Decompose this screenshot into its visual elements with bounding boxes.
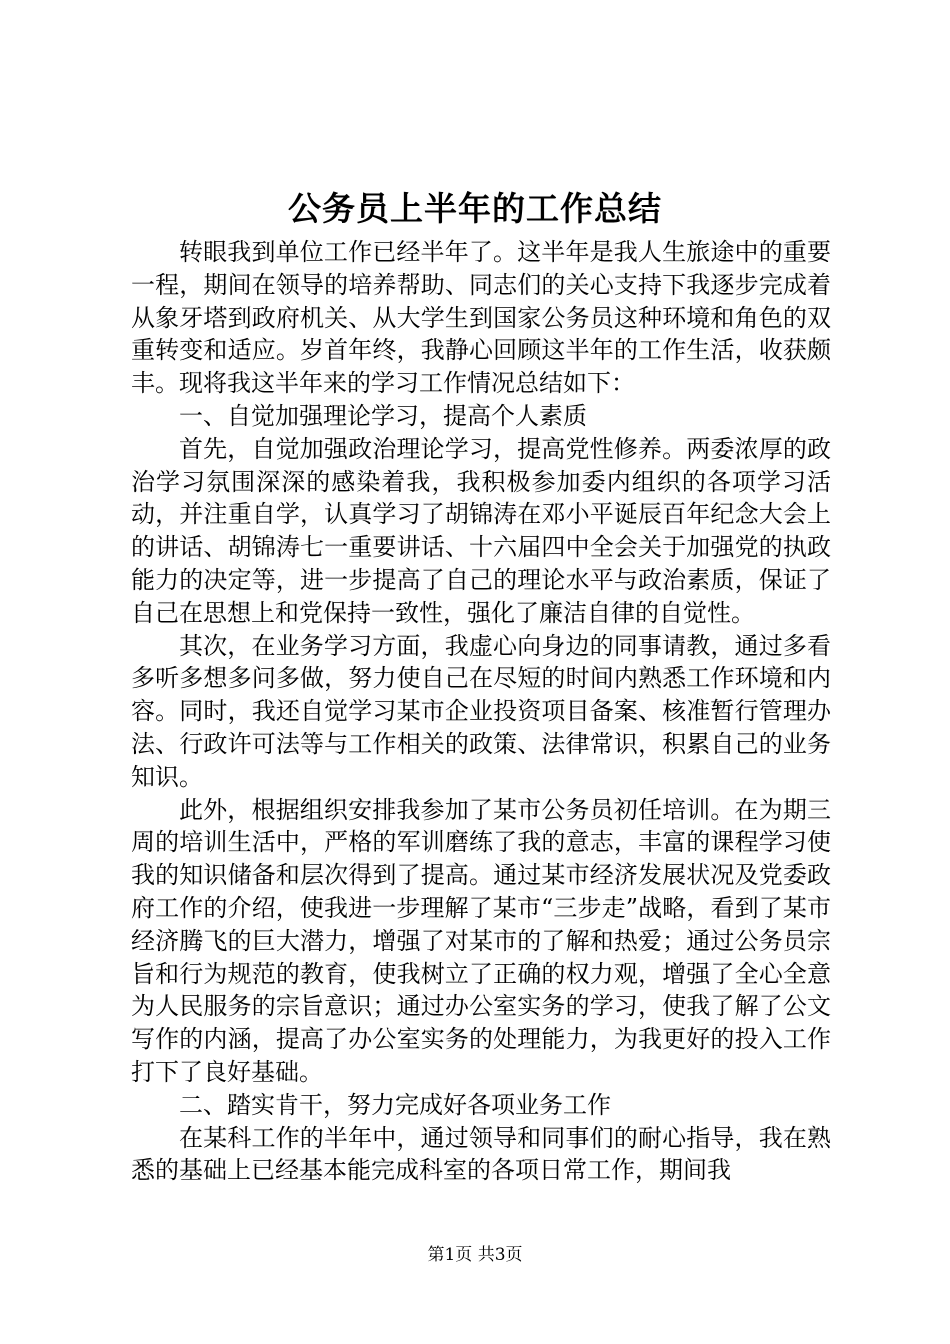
paragraph-work: 在某科工作的半年中，通过领导和同事们的耐心指导，我在熟悉的基础上已经基本能完成科室的各项日常工作，期间我	[131, 1123, 831, 1185]
document-title: 公务员上半年的工作总结	[288, 189, 662, 228]
paragraph-political-study: 首先，自觉加强政治理论学习，提高党性修养。两委浓厚的政治学习氛围深深的感染着我，我积极参加委内组织的各项学习活动，并注重自学，认真学习了胡锦涛在邓小平诞辰百年纪念大会上的讲话、胡锦涛七一重要讲话、十六届四中全会关于加强党的执政能力的决定等，进一步提高了自己的理论水平与政治素质，保证了自己在思想上和党保持一致性，强化了廉洁自律的自觉性。	[131, 434, 831, 627]
paragraph-business-study: 其次，在业务学习方面，我虚心向身边的同事请教，通过多看多听多想多问多做，努力使自己在尽短的时间内熟悉工作环境和内容。同时，我还自觉学习某市企业投资项目备案、核准暂行管理办法、行政许可法等与工作相关的政策、法律常识，积累自己的业务知识。	[131, 631, 831, 791]
section-heading-2: 二、踏实肯干，努力完成好各项业务工作	[179, 1090, 611, 1119]
paragraph-training: 此外，根据组织安排我参加了某市公务员初任培训。在为期三周的培训生活中，严格的军训磨练了我的意志，丰富的课程学习使我的知识储备和层次得到了提高。通过某市经济发展状况及党委政府工作的介绍，使我进一步理解了某市“三步走”战略，看到了某市经济腾飞的巨大潜力，增强了对某市的了解和热爱；通过公务员宗旨和行为规范的教育，使我树立了正确的权力观，增强了全心全意为人民服务的宗旨意识；通过办公室实务的学习，使我了解了公文写作的内涵，提高了办公室实务的处理能力，为我更好的投入工作打下了良好基础。	[131, 795, 831, 1086]
paragraph-intro: 转眼我到单位工作已经半年了。这半年是我人生旅途中的重要一程，期间在领导的培养帮助、同志们的关心支持下我逐步完成着从象牙塔到政府机关、从大学生到国家公务员这种环境和角色的双重转变和适应。岁首年终，我静心回顾这半年的工作生活，收获颇丰。现将我这半年来的学习工作情况总结如下：	[131, 238, 831, 398]
page-number-footer: 第1页 共3页	[427, 1245, 523, 1265]
document-body	[131, 236, 831, 1187]
section-heading-1: 一、自觉加强理论学习，提高个人素质	[179, 401, 587, 430]
